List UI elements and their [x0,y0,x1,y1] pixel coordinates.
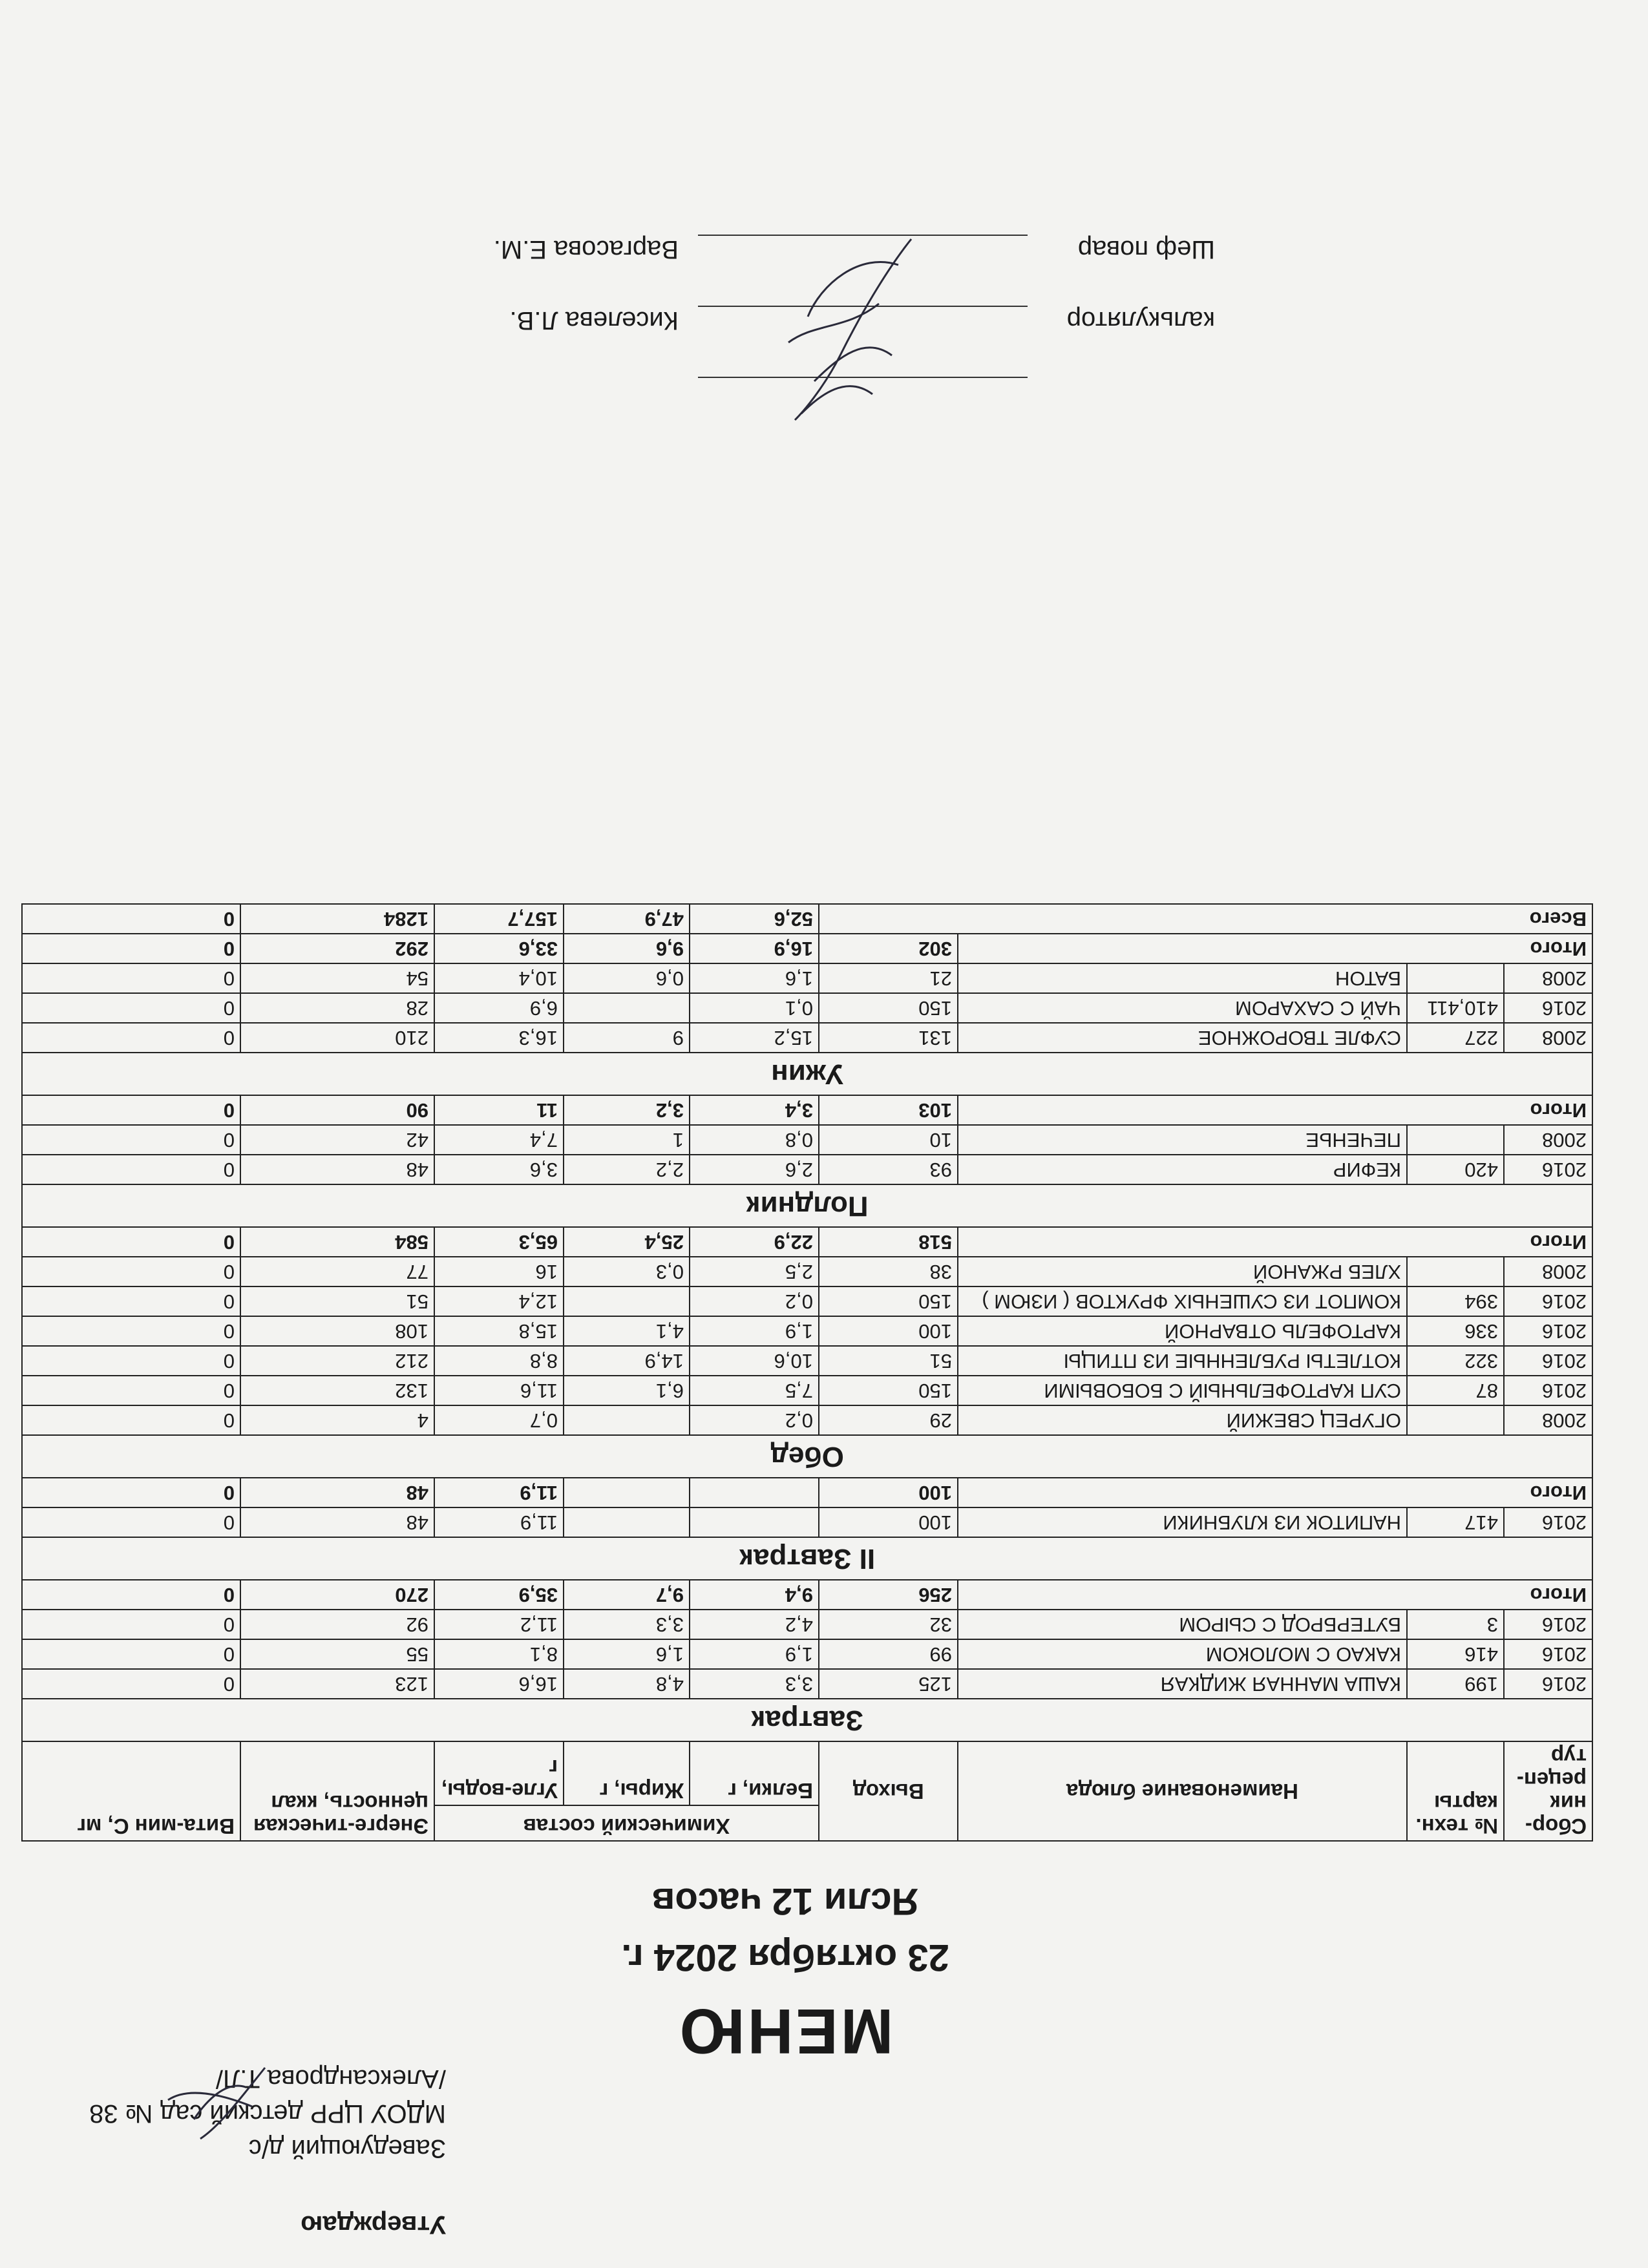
cell-card: 322 [1407,1346,1504,1376]
cell-protein: 10,6 [690,1346,819,1376]
cell-yield: 100 [819,1316,958,1346]
cell-card [1407,1125,1504,1155]
cell-carbs: 10,4 [434,963,564,993]
col-dish: Наименование блюда [958,1741,1407,1841]
total-vitamin: 0 [22,934,240,963]
cell-energy: 28 [240,993,434,1023]
cell-carbs: 16 [434,1257,564,1286]
col-energy: Энерге-тическая ценность, ккал [240,1741,434,1841]
cell-card: 336 [1407,1316,1504,1346]
cell-dish: СУФЛЕ ТВОРОЖНОЕ [958,1023,1407,1053]
table-row [22,1376,1592,1405]
grand-total-fat: 47,9 [564,904,690,934]
cell-dish: ЧАЙ С САХАРОМ [958,993,1407,1023]
cell-carbs: 12,4 [434,1286,564,1316]
total-yield: 302 [819,934,958,963]
grand-total-energy: 1284 [240,904,434,934]
total-label: Итого [958,934,1592,963]
total-protein: 22,9 [690,1227,819,1257]
cell-carbs: 11,9 [434,1507,564,1537]
cell-vitamin: 0 [22,1610,240,1639]
cell-protein: 2,5 [690,1257,819,1286]
cell-carbs: 11,2 [434,1610,564,1639]
cell-energy: 55 [240,1639,434,1669]
menu-table-wrap [23,903,1593,1842]
cell-protein: 0,2 [690,1286,819,1316]
total-energy: 48 [240,1478,434,1507]
total-protein: 9,4 [690,1580,819,1610]
section-row [22,1435,1592,1478]
total-fat: 3,2 [564,1095,690,1125]
cell-sbornik: 2016 [1504,1639,1592,1669]
cell-vitamin: 0 [22,1639,240,1669]
cell-protein: 1,6 [690,963,819,993]
col-yield: Выход [819,1741,958,1841]
cell-energy: 48 [240,1507,434,1537]
table-row [22,1669,1592,1699]
cell-protein: 0,2 [690,1405,819,1435]
cell-vitamin: 0 [22,1257,240,1286]
section-title: II Завтрак [22,1537,1592,1580]
approval-name: /Александрова Т.Л/ [215,2064,446,2093]
total-row [22,1478,1592,1507]
cell-dish: СУП КАРТОФЕЛЬНЫЙ С БОБОВЫМИ [958,1376,1407,1405]
cell-yield: 51 [819,1346,958,1376]
cell-protein: 3,3 [690,1669,819,1699]
total-yield: 518 [819,1227,958,1257]
cell-energy: 51 [240,1286,434,1316]
chef-role: Шеф повар [1077,235,1215,264]
cell-card: 410,411 [1407,993,1504,1023]
cell-vitamin: 0 [22,963,240,993]
cell-dish: КАША МАННАЯ ЖИДКАЯ [958,1669,1407,1699]
cell-sbornik: 2008 [1504,1023,1592,1053]
menu-body [22,904,1592,1741]
cell-fat: 2,2 [564,1155,690,1184]
cell-fat: 6,1 [564,1376,690,1405]
cell-card: 394 [1407,1286,1504,1316]
total-vitamin: 0 [22,1095,240,1125]
chef-name: Варгасова Е.М. [493,235,679,264]
approval-heading: Утверждаю [301,2210,446,2239]
cell-dish: КАКАО С МОЛОКОМ [958,1639,1407,1669]
cell-carbs: 3,6 [434,1155,564,1184]
section-row [22,1053,1592,1095]
cell-vitamin: 0 [22,1125,240,1155]
calc-role: калькулятор [1066,306,1215,335]
director-signature [162,2055,278,2145]
total-label: Итого [958,1478,1592,1507]
cell-protein: 1,9 [690,1639,819,1669]
cell-vitamin: 0 [22,1023,240,1053]
handwritten-signatures [769,220,937,433]
cell-energy: 4 [240,1405,434,1435]
section-row [22,1184,1592,1227]
table-row [22,1346,1592,1376]
menu-title: МЕНЮ [677,1996,894,2067]
section-title: Завтрак [22,1699,1592,1741]
total-row [22,934,1592,963]
cell-vitamin: 0 [22,1376,240,1405]
cell-dish: КОТЛЕТЫ РУБЛЕННЫЕ ИЗ ПТИЦЫ [958,1346,1407,1376]
total-vitamin: 0 [22,1227,240,1257]
cell-sbornik: 2008 [1504,963,1592,993]
grand-total-vitamin: 0 [22,904,240,934]
cell-sbornik: 2016 [1504,1610,1592,1639]
col-vitamin: Вита-мин С, мг [22,1741,240,1841]
total-carbs: 11,9 [434,1478,564,1507]
total-yield: 100 [819,1478,958,1507]
cell-dish: ПЕЧЕНЬЕ [958,1125,1407,1155]
cell-protein: 15,2 [690,1023,819,1053]
cell-sbornik: 2016 [1504,1316,1592,1346]
total-protein: 3,4 [690,1095,819,1125]
cell-card [1407,1257,1504,1286]
cell-carbs: 16,6 [434,1669,564,1699]
grand-total-label: Всего [819,904,1592,934]
cell-fat: 0,3 [564,1257,690,1286]
cell-fat: 1,6 [564,1639,690,1669]
cell-dish: БАТОН [958,963,1407,993]
col-carbs: Угле-воды, г [434,1741,564,1805]
section-row [22,1699,1592,1741]
cell-protein: 7,5 [690,1376,819,1405]
cell-card [1407,1405,1504,1435]
table-row [22,963,1592,993]
total-yield: 256 [819,1580,958,1610]
cell-sbornik: 2016 [1504,1346,1592,1376]
cell-energy: 123 [240,1669,434,1699]
cell-vitamin: 0 [22,1405,240,1435]
cell-card: 417 [1407,1507,1504,1537]
cell-energy: 212 [240,1346,434,1376]
cell-protein: 2,6 [690,1155,819,1184]
cell-card: 3 [1407,1610,1504,1639]
cell-yield: 150 [819,1376,958,1405]
cell-carbs: 7,4 [434,1125,564,1155]
total-vitamin: 0 [22,1580,240,1610]
total-carbs: 11 [434,1095,564,1125]
grand-total-row [22,904,1592,934]
cell-energy: 54 [240,963,434,993]
total-vitamin: 0 [22,1478,240,1507]
total-carbs: 33,6 [434,934,564,963]
cell-fat [564,1286,690,1316]
cell-fat: 14,9 [564,1346,690,1376]
cell-yield: 32 [819,1610,958,1639]
total-energy: 584 [240,1227,434,1257]
cell-carbs: 8,1 [434,1639,564,1669]
section-row [22,1537,1592,1580]
total-energy: 270 [240,1580,434,1610]
cell-fat [564,993,690,1023]
cell-carbs: 0,7 [434,1405,564,1435]
section-title: Обед [22,1435,1592,1478]
cell-dish: НАПИТОК ИЗ КЛУБНИКИ [958,1507,1407,1537]
cell-card: 87 [1407,1376,1504,1405]
cell-vitamin: 0 [22,1669,240,1699]
cell-energy: 92 [240,1610,434,1639]
cell-fat: 3,3 [564,1610,690,1639]
total-carbs: 35,9 [434,1580,564,1610]
cell-fat: 1 [564,1125,690,1155]
cell-yield: 10 [819,1125,958,1155]
title-block [0,1880,1648,2068]
cell-sbornik: 2016 [1504,1155,1592,1184]
col-tech-card: № техн. карты [1407,1741,1504,1841]
cell-fat: 4,1 [564,1316,690,1346]
cell-sbornik: 2016 [1504,1286,1592,1316]
cell-vitamin: 0 [22,1507,240,1537]
total-label: Итого [958,1227,1592,1257]
cell-carbs: 15,8 [434,1316,564,1346]
col-protein: Белки, г [690,1741,819,1805]
table-row [22,1023,1592,1053]
cell-sbornik: 2016 [1504,1669,1592,1699]
cell-yield: 125 [819,1669,958,1699]
col-sbornik: Сбор-ник рецеп-тур [1504,1741,1592,1841]
cell-protein: 0,1 [690,993,819,1023]
cell-sbornik: 2016 [1504,1376,1592,1405]
calc-name: Киселева Л.В. [509,306,679,335]
cell-fat: 9 [564,1023,690,1053]
total-energy: 292 [240,934,434,963]
cell-sbornik: 2008 [1504,1405,1592,1435]
cell-vitamin: 0 [22,1155,240,1184]
total-fat: 9,6 [564,934,690,963]
cell-card: 227 [1407,1023,1504,1053]
cell-sbornik: 2016 [1504,1507,1592,1537]
cell-protein: 0,8 [690,1125,819,1155]
cell-protein: 1,9 [690,1316,819,1346]
menu-date: 23 октября 2024 г. [621,1937,949,1979]
cell-energy: 132 [240,1376,434,1405]
total-row [22,1227,1592,1257]
total-row [22,1580,1592,1610]
cell-sbornik: 2008 [1504,1257,1592,1286]
cell-yield: 38 [819,1257,958,1286]
total-label: Итого [958,1095,1592,1125]
cell-energy: 210 [240,1023,434,1053]
cell-card: 416 [1407,1639,1504,1669]
col-fat: Жиры, г [564,1741,690,1805]
total-label: Итого [958,1580,1592,1610]
cell-dish: КЕФИР [958,1155,1407,1184]
approval-organization: МДОУ ЦРР детский сад № 38 [89,2099,446,2128]
table-row [22,1639,1592,1669]
total-fat [564,1478,690,1507]
table-row [22,1405,1592,1435]
cell-yield: 131 [819,1023,958,1053]
cell-yield: 150 [819,993,958,1023]
table-row [22,1125,1592,1155]
cell-dish: КАРТОФЕЛЬ ОТВАРНОЙ [958,1316,1407,1346]
approval-position: Заведующий д/с [248,2134,446,2163]
cell-yield: 150 [819,1286,958,1316]
section-title: Полдник [22,1184,1592,1227]
menu-group: Ясли 12 часов [651,1880,919,1922]
cell-yield: 99 [819,1639,958,1669]
cell-dish: КОМПОТ ИЗ СУШЕНЫХ ФРУКТОВ ( ИЗЮМ ) [958,1286,1407,1316]
table-row [22,1155,1592,1184]
cell-protein [690,1507,819,1537]
cell-dish: ХЛЕБ РЖАНОЙ [958,1257,1407,1286]
total-yield: 103 [819,1095,958,1125]
cell-fat [564,1405,690,1435]
total-protein [690,1478,819,1507]
cell-fat [564,1507,690,1537]
cell-card: 199 [1407,1669,1504,1699]
cell-vitamin: 0 [22,1316,240,1346]
cell-carbs: 16,3 [434,1023,564,1053]
cell-dish: БУТЕРБРОД С СЫРОМ [958,1610,1407,1639]
cell-energy: 48 [240,1155,434,1184]
cell-carbs: 11,6 [434,1376,564,1405]
total-energy: 90 [240,1095,434,1125]
table-row [22,993,1592,1023]
cell-vitamin: 0 [22,993,240,1023]
table-row [22,1507,1592,1537]
cell-energy: 108 [240,1316,434,1346]
cell-dish: ОГУРЕЦ СВЕЖИЙ [958,1405,1407,1435]
cell-energy: 77 [240,1257,434,1286]
cell-carbs: 6,9 [434,993,564,1023]
cell-carbs: 8,8 [434,1346,564,1376]
table-row [22,1316,1592,1346]
cell-sbornik: 2008 [1504,1125,1592,1155]
cell-card: 420 [1407,1155,1504,1184]
grand-total-carbs: 157,7 [434,904,564,934]
cell-fat: 4,8 [564,1669,690,1699]
total-fat: 25,4 [564,1227,690,1257]
cell-sbornik: 2016 [1504,993,1592,1023]
grand-total-protein: 52,6 [690,904,819,934]
table-row [22,1610,1592,1639]
cell-vitamin: 0 [22,1286,240,1316]
cell-yield: 21 [819,963,958,993]
cell-fat: 0,6 [564,963,690,993]
table-row [22,1257,1592,1286]
table-row [22,1286,1592,1316]
total-carbs: 65,3 [434,1227,564,1257]
cell-protein: 4,2 [690,1610,819,1639]
section-title: Ужин [22,1053,1592,1095]
total-row [22,1095,1592,1125]
cell-yield: 93 [819,1155,958,1184]
cell-vitamin: 0 [22,1346,240,1376]
cell-yield: 100 [819,1507,958,1537]
total-protein: 16,9 [690,934,819,963]
col-chem: Химический состав [434,1805,819,1841]
approval-block [32,2061,446,2242]
cell-card [1407,963,1504,993]
total-fat: 9,7 [564,1580,690,1610]
menu-table [21,903,1593,1842]
cell-energy: 42 [240,1125,434,1155]
cell-yield: 29 [819,1405,958,1435]
